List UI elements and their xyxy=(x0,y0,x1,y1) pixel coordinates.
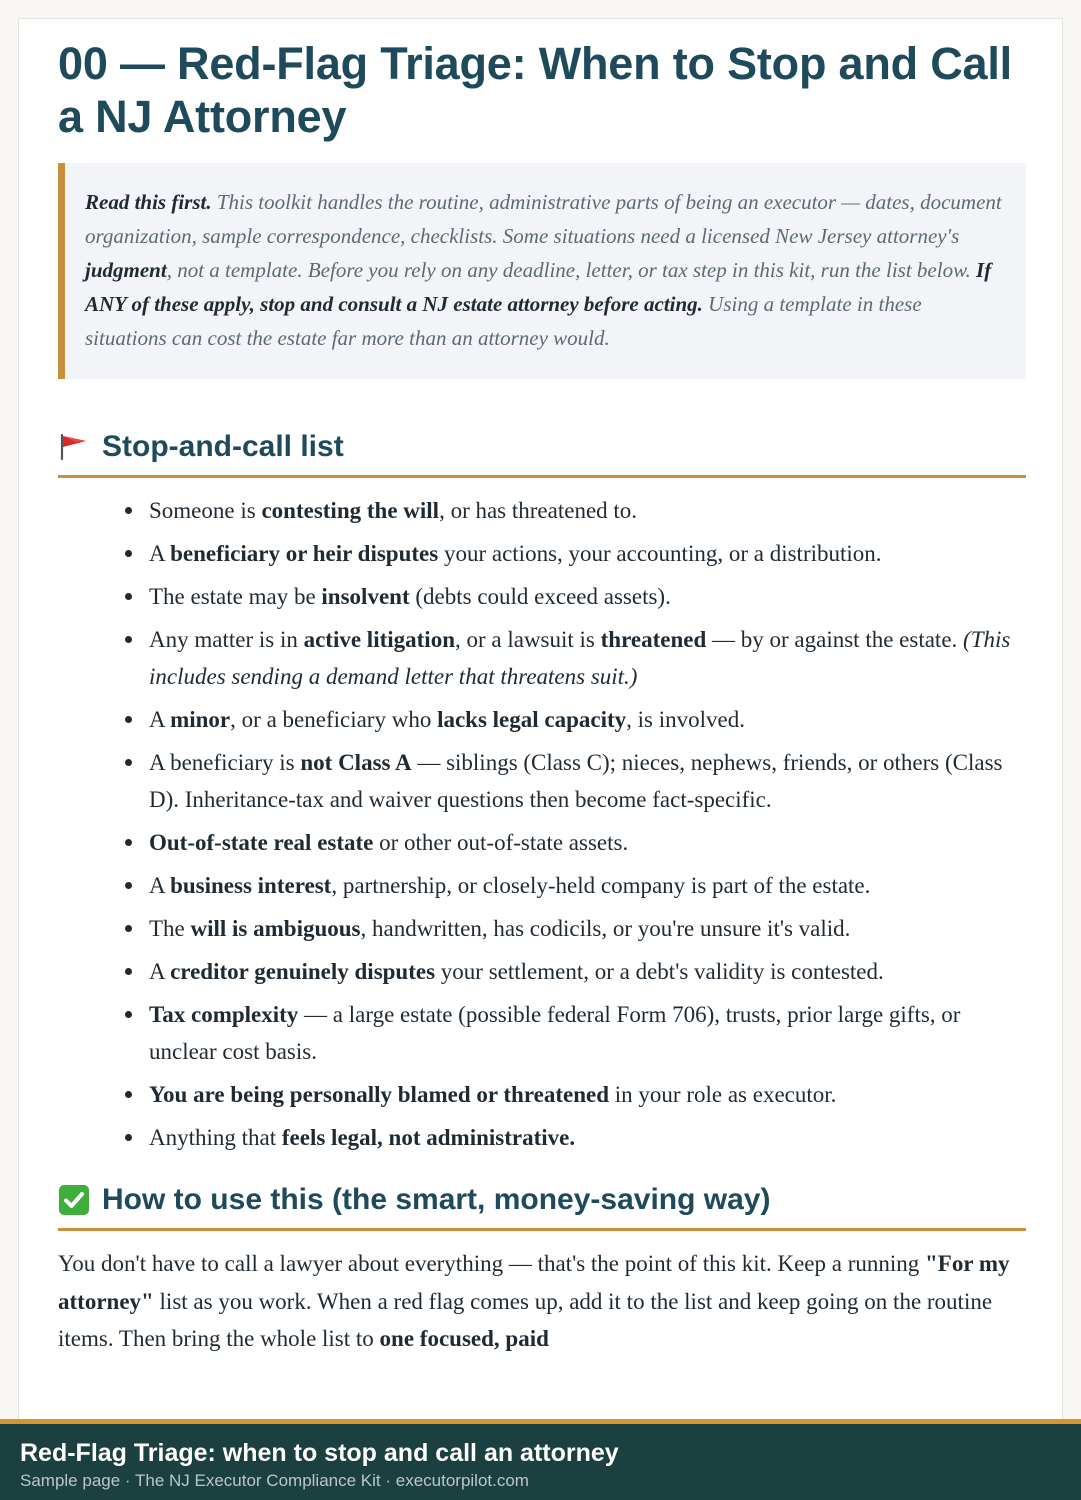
document-content xyxy=(58,37,1026,1358)
how-to-use-paragraph xyxy=(58,1245,1026,1358)
list-item-text: A beneficiary is xyxy=(149,750,301,775)
read-first-callout xyxy=(58,163,1026,379)
list-item xyxy=(149,1119,1026,1156)
section-heading-label: Stop-and-call list xyxy=(102,430,344,463)
list-item-text: Anything that xyxy=(149,1125,282,1150)
list-item-text: , handwritten, has codicils, or you're unsure it's valid. xyxy=(360,916,851,941)
footer-subtitle: Sample page · The NJ Executor Compliance Kit · executorpilot.com xyxy=(20,1471,529,1490)
callout-lead: Read this first. xyxy=(85,190,212,214)
footer-title: Red-Flag Triage: when to stop and call an attorney xyxy=(20,1439,619,1467)
list-item-text: — by or against the estate. xyxy=(706,627,964,652)
list-item-bold: not Class A xyxy=(300,750,412,775)
list-item-bold: Out-of-state real estate xyxy=(149,830,374,855)
list-item-text: (debts could exceed assets). xyxy=(409,584,671,609)
list-item-text: — a large estate (possible federal Form 706), trusts, prior large gifts, or unclear cost basis. xyxy=(149,1002,961,1064)
list-item-text: The xyxy=(149,916,191,941)
list-item-bold: Tax complexity xyxy=(149,1002,299,1027)
list-item-text: your actions, your accounting, or a distribution. xyxy=(438,541,882,566)
list-item-bold: contesting the will xyxy=(261,498,440,523)
list-item-text: The estate may be xyxy=(149,584,322,609)
document-page xyxy=(18,18,1063,1438)
list-item-bold: beneficiary or heir disputes xyxy=(170,541,439,566)
callout-text-1: This toolkit handles the routine, administrative parts of being an executor — dates, document organization, sample correspondence, checklists. Some situations need a licensed New Jersey attorney's xyxy=(85,190,1002,248)
list-item-text: , or a lawsuit is xyxy=(454,627,601,652)
list-item-text: A xyxy=(149,707,171,732)
list-item-bold: feels legal, not administrative. xyxy=(281,1125,576,1150)
list-item-bold: minor xyxy=(170,707,231,732)
list-item xyxy=(149,492,1026,529)
callout-text-3: Using a template in these situations can cost the estate far more than an attorney would. xyxy=(85,292,922,350)
paragraph-bold: one focused, paid xyxy=(379,1326,549,1351)
list-item-text: in your role as executor. xyxy=(609,1082,837,1107)
list-item xyxy=(149,1076,1026,1113)
list-item-text: A xyxy=(149,873,171,898)
red-flag-icon xyxy=(58,431,90,463)
list-item xyxy=(149,701,1026,738)
list-item-bold: business interest xyxy=(170,873,332,898)
callout-bold-2: If ANY of these apply, stop and consult a NJ estate attorney before acting. xyxy=(85,258,992,316)
list-item xyxy=(149,910,1026,947)
callout-text-2: , not a template. Before you rely on any deadline, letter, or tax step in this kit, run the list below. xyxy=(166,258,977,282)
check-mark-icon xyxy=(58,1184,90,1216)
section-heading-stop-and-call xyxy=(58,429,1026,478)
list-item-text: , is involved. xyxy=(626,707,746,732)
paragraph-text: list as you work. When a red flag comes up, add it to the list and keep going on the routine items. Then bring the whole list to xyxy=(58,1288,993,1351)
stop-and-call-list xyxy=(58,492,1026,1156)
list-item-text: your settlement, or a debt's validity is contested. xyxy=(435,959,884,984)
paragraph-bold: "For my attorney" xyxy=(58,1251,1010,1314)
list-item-bold: active litigation xyxy=(303,627,455,652)
callout-bold-1: judgment xyxy=(85,258,167,282)
list-item-text: or other out-of-state assets. xyxy=(373,830,629,855)
list-item xyxy=(149,996,1026,1070)
list-item xyxy=(149,578,1026,615)
list-item xyxy=(149,867,1026,904)
list-item-bold: You are being personally blamed or threatened xyxy=(149,1082,610,1107)
page-title: 00 — Red-Flag Triage: When to Stop and Call a NJ Attorney xyxy=(58,38,1012,142)
list-item-bold: lacks legal capacity xyxy=(437,707,627,732)
list-item-bold: threatened xyxy=(600,627,707,652)
list-item xyxy=(149,824,1026,861)
list-item xyxy=(149,621,1026,695)
list-item-bold: creditor genuinely disputes xyxy=(170,959,436,984)
list-item-text: , or has threatened to. xyxy=(439,498,638,523)
list-item-text: A xyxy=(149,541,171,566)
list-item xyxy=(149,535,1026,572)
list-item-bold: insolvent xyxy=(321,584,410,609)
list-item-text: , partnership, or closely-held company is part of the estate. xyxy=(331,873,871,898)
list-item-text: A xyxy=(149,959,171,984)
list-item-bold: will is ambiguous xyxy=(190,916,361,941)
section-heading-how-to-use xyxy=(58,1182,1026,1231)
section-heading-label: How to use this (the smart, money-saving way) xyxy=(102,1183,771,1216)
list-item-text: , or a beneficiary who xyxy=(230,707,438,732)
list-item-text: — siblings (Class C); nieces, nephews, friends, or others (Class D). Inheritance-tax and waiver questions then become fact-specific. xyxy=(149,750,1003,812)
list-item-text: Any matter is in xyxy=(149,627,304,652)
list-item xyxy=(149,744,1026,818)
list-item xyxy=(149,953,1026,990)
page-footer xyxy=(0,1419,1081,1500)
list-item-note: (This includes sending a demand letter that threatens suit.) xyxy=(149,627,1011,689)
paragraph-text: You don't have to call a lawyer about everything — that's the point of this kit. Keep a running xyxy=(58,1251,926,1276)
list-item-text: Someone is xyxy=(149,498,262,523)
